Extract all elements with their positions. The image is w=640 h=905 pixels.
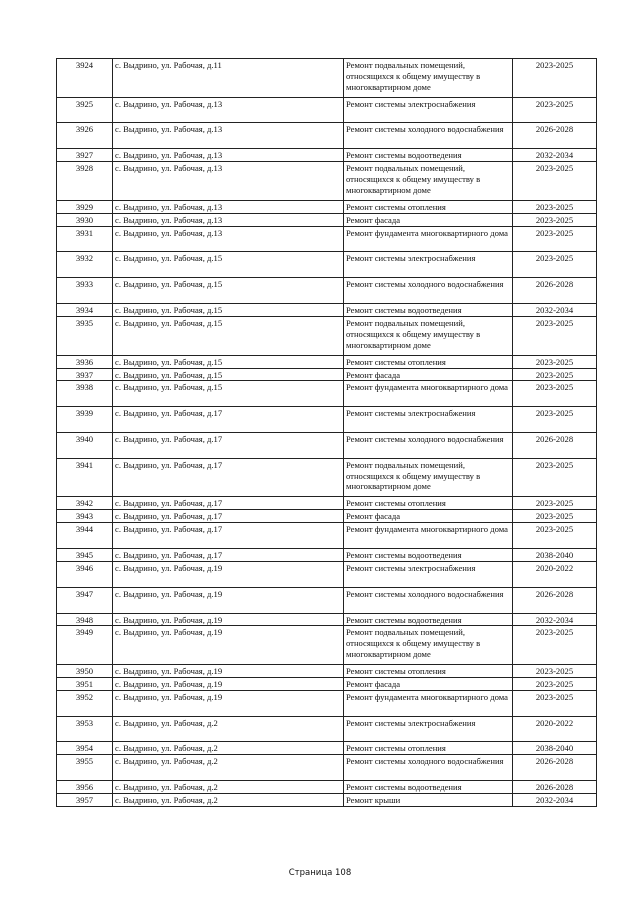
work-type-cell: Ремонт системы холодного водоснабжения bbox=[344, 755, 513, 781]
period-cell: 2032-2034 bbox=[513, 794, 597, 807]
row-number: 3949 bbox=[57, 626, 113, 665]
table-row bbox=[57, 549, 597, 562]
row-number: 3953 bbox=[57, 716, 113, 742]
row-number: 3950 bbox=[57, 665, 113, 678]
table-row bbox=[57, 587, 597, 613]
period-cell: 2026-2028 bbox=[513, 278, 597, 304]
page-number: Страница 108 bbox=[288, 868, 352, 878]
table-row bbox=[57, 381, 597, 407]
period-cell: 2023-2025 bbox=[513, 678, 597, 691]
row-number: 3929 bbox=[57, 200, 113, 213]
table-row bbox=[57, 407, 597, 433]
table-row bbox=[57, 678, 597, 691]
table-row bbox=[57, 458, 597, 497]
work-type-cell: Ремонт системы электроснабжения bbox=[344, 97, 513, 123]
table-row bbox=[57, 510, 597, 523]
address-cell: с. Выдрино, ул. Рабочая, д.2 bbox=[113, 781, 344, 794]
row-number: 3934 bbox=[57, 304, 113, 317]
work-type-cell: Ремонт системы холодного водоснабжения bbox=[344, 587, 513, 613]
table-row bbox=[57, 278, 597, 304]
row-number: 3941 bbox=[57, 458, 113, 497]
work-type-cell: Ремонт системы отопления bbox=[344, 497, 513, 510]
address-cell: с. Выдрино, ул. Рабочая, д.19 bbox=[113, 665, 344, 678]
work-type-cell: Ремонт фундамента многоквартирного дома bbox=[344, 690, 513, 716]
work-type-cell: Ремонт системы электроснабжения bbox=[344, 252, 513, 278]
period-cell: 2026-2028 bbox=[513, 123, 597, 149]
period-cell: 2020-2022 bbox=[513, 716, 597, 742]
table-row bbox=[57, 123, 597, 149]
work-type-cell: Ремонт системы холодного водоснабжения bbox=[344, 432, 513, 458]
table-row bbox=[57, 316, 597, 355]
row-number: 3924 bbox=[57, 59, 113, 98]
work-type-cell: Ремонт системы водоотведения bbox=[344, 613, 513, 626]
period-cell: 2023-2025 bbox=[513, 497, 597, 510]
table-row bbox=[57, 304, 597, 317]
address-cell: с. Выдрино, ул. Рабочая, д.15 bbox=[113, 368, 344, 381]
address-cell: с. Выдрино, ул. Рабочая, д.13 bbox=[113, 123, 344, 149]
address-cell: с. Выдрино, ул. Рабочая, д.2 bbox=[113, 716, 344, 742]
work-type-cell: Ремонт системы водоотведения bbox=[344, 549, 513, 562]
work-type-cell: Ремонт фасада bbox=[344, 510, 513, 523]
address-cell: с. Выдрино, ул. Рабочая, д.19 bbox=[113, 626, 344, 665]
row-number: 3951 bbox=[57, 678, 113, 691]
address-cell: с. Выдрино, ул. Рабочая, д.15 bbox=[113, 278, 344, 304]
table-row bbox=[57, 162, 597, 201]
address-cell: с. Выдрино, ул. Рабочая, д.17 bbox=[113, 458, 344, 497]
row-number: 3930 bbox=[57, 213, 113, 226]
table-row bbox=[57, 781, 597, 794]
period-cell: 2032-2034 bbox=[513, 149, 597, 162]
work-type-cell: Ремонт подвальных помещений, относящихся к общему имуществу в многоквартирном доме bbox=[344, 316, 513, 355]
address-cell: с. Выдрино, ул. Рабочая, д.19 bbox=[113, 690, 344, 716]
address-cell: с. Выдрино, ул. Рабочая, д.13 bbox=[113, 213, 344, 226]
work-type-cell: Ремонт фасада bbox=[344, 213, 513, 226]
table-row bbox=[57, 355, 597, 368]
address-cell: с. Выдрино, ул. Рабочая, д.2 bbox=[113, 742, 344, 755]
row-number: 3952 bbox=[57, 690, 113, 716]
period-cell: 2023-2025 bbox=[513, 59, 597, 98]
table-row bbox=[57, 690, 597, 716]
work-type-cell: Ремонт системы холодного водоснабжения bbox=[344, 278, 513, 304]
table-row bbox=[57, 200, 597, 213]
address-cell: с. Выдрино, ул. Рабочая, д.15 bbox=[113, 316, 344, 355]
row-number: 3928 bbox=[57, 162, 113, 201]
work-type-cell: Ремонт системы водоотведения bbox=[344, 149, 513, 162]
period-cell: 2023-2025 bbox=[513, 226, 597, 252]
work-type-cell: Ремонт фундамента многоквартирного дома bbox=[344, 523, 513, 549]
row-number: 3931 bbox=[57, 226, 113, 252]
address-cell: с. Выдрино, ул. Рабочая, д.2 bbox=[113, 755, 344, 781]
period-cell: 2038-2040 bbox=[513, 742, 597, 755]
period-cell: 2026-2028 bbox=[513, 587, 597, 613]
period-cell: 2026-2028 bbox=[513, 781, 597, 794]
table-row bbox=[57, 613, 597, 626]
period-cell: 2032-2034 bbox=[513, 304, 597, 317]
address-cell: с. Выдрино, ул. Рабочая, д.19 bbox=[113, 678, 344, 691]
period-cell: 2020-2022 bbox=[513, 561, 597, 587]
row-number: 3942 bbox=[57, 497, 113, 510]
period-cell: 2023-2025 bbox=[513, 97, 597, 123]
table-row bbox=[57, 368, 597, 381]
table-row bbox=[57, 432, 597, 458]
address-cell: с. Выдрино, ул. Рабочая, д.15 bbox=[113, 355, 344, 368]
period-cell: 2023-2025 bbox=[513, 316, 597, 355]
address-cell: с. Выдрино, ул. Рабочая, д.11 bbox=[113, 59, 344, 98]
period-cell: 2032-2034 bbox=[513, 613, 597, 626]
table-row bbox=[57, 561, 597, 587]
period-cell: 2026-2028 bbox=[513, 432, 597, 458]
row-number: 3936 bbox=[57, 355, 113, 368]
period-cell: 2023-2025 bbox=[513, 355, 597, 368]
table-row bbox=[57, 716, 597, 742]
address-cell: с. Выдрино, ул. Рабочая, д.17 bbox=[113, 510, 344, 523]
address-cell: с. Выдрино, ул. Рабочая, д.17 bbox=[113, 432, 344, 458]
work-type-cell: Ремонт системы отопления bbox=[344, 200, 513, 213]
address-cell: с. Выдрино, ул. Рабочая, д.19 bbox=[113, 561, 344, 587]
capital-repair-table bbox=[56, 58, 597, 807]
row-number: 3937 bbox=[57, 368, 113, 381]
table-row bbox=[57, 226, 597, 252]
period-cell: 2023-2025 bbox=[513, 162, 597, 201]
address-cell: с. Выдрино, ул. Рабочая, д.2 bbox=[113, 794, 344, 807]
row-number: 3954 bbox=[57, 742, 113, 755]
table-row bbox=[57, 523, 597, 549]
table-row bbox=[57, 497, 597, 510]
work-type-cell: Ремонт системы электроснабжения bbox=[344, 561, 513, 587]
table-row bbox=[57, 794, 597, 807]
work-type-cell: Ремонт системы отопления bbox=[344, 355, 513, 368]
row-number: 3935 bbox=[57, 316, 113, 355]
address-cell: с. Выдрино, ул. Рабочая, д.17 bbox=[113, 523, 344, 549]
row-number: 3956 bbox=[57, 781, 113, 794]
period-cell: 2023-2025 bbox=[513, 458, 597, 497]
work-type-cell: Ремонт системы водоотведения bbox=[344, 781, 513, 794]
address-cell: с. Выдрино, ул. Рабочая, д.13 bbox=[113, 149, 344, 162]
period-cell: 2023-2025 bbox=[513, 523, 597, 549]
period-cell: 2023-2025 bbox=[513, 368, 597, 381]
work-type-cell: Ремонт фундамента многоквартирного дома bbox=[344, 226, 513, 252]
row-number: 3932 bbox=[57, 252, 113, 278]
table-row bbox=[57, 755, 597, 781]
work-type-cell: Ремонт фасада bbox=[344, 368, 513, 381]
period-cell: 2023-2025 bbox=[513, 626, 597, 665]
row-number: 3926 bbox=[57, 123, 113, 149]
work-type-cell: Ремонт системы холодного водоснабжения bbox=[344, 123, 513, 149]
work-type-cell: Ремонт системы отопления bbox=[344, 665, 513, 678]
row-number: 3948 bbox=[57, 613, 113, 626]
work-type-cell: Ремонт системы водоотведения bbox=[344, 304, 513, 317]
row-number: 3944 bbox=[57, 523, 113, 549]
address-cell: с. Выдрино, ул. Рабочая, д.19 bbox=[113, 587, 344, 613]
row-number: 3955 bbox=[57, 755, 113, 781]
period-cell: 2023-2025 bbox=[513, 252, 597, 278]
page-footer bbox=[0, 868, 640, 878]
table-row bbox=[57, 149, 597, 162]
table-row bbox=[57, 665, 597, 678]
row-number: 3939 bbox=[57, 407, 113, 433]
row-number: 3946 bbox=[57, 561, 113, 587]
address-cell: с. Выдрино, ул. Рабочая, д.19 bbox=[113, 613, 344, 626]
period-cell: 2023-2025 bbox=[513, 381, 597, 407]
period-cell: 2023-2025 bbox=[513, 510, 597, 523]
row-number: 3957 bbox=[57, 794, 113, 807]
period-cell: 2026-2028 bbox=[513, 755, 597, 781]
period-cell: 2023-2025 bbox=[513, 690, 597, 716]
work-type-cell: Ремонт системы электроснабжения bbox=[344, 716, 513, 742]
period-cell: 2038-2040 bbox=[513, 549, 597, 562]
table-row bbox=[57, 742, 597, 755]
row-number: 3927 bbox=[57, 149, 113, 162]
period-cell: 2023-2025 bbox=[513, 200, 597, 213]
address-cell: с. Выдрино, ул. Рабочая, д.15 bbox=[113, 381, 344, 407]
row-number: 3945 bbox=[57, 549, 113, 562]
row-number: 3925 bbox=[57, 97, 113, 123]
address-cell: с. Выдрино, ул. Рабочая, д.17 bbox=[113, 497, 344, 510]
address-cell: с. Выдрино, ул. Рабочая, д.13 bbox=[113, 226, 344, 252]
period-cell: 2023-2025 bbox=[513, 407, 597, 433]
work-type-cell: Ремонт системы электроснабжения bbox=[344, 407, 513, 433]
period-cell: 2023-2025 bbox=[513, 213, 597, 226]
work-type-cell: Ремонт фасада bbox=[344, 678, 513, 691]
row-number: 3933 bbox=[57, 278, 113, 304]
address-cell: с. Выдрино, ул. Рабочая, д.13 bbox=[113, 162, 344, 201]
address-cell: с. Выдрино, ул. Рабочая, д.15 bbox=[113, 304, 344, 317]
work-type-cell: Ремонт фундамента многоквартирного дома bbox=[344, 381, 513, 407]
row-number: 3947 bbox=[57, 587, 113, 613]
table-body bbox=[57, 59, 597, 807]
table-row bbox=[57, 213, 597, 226]
work-type-cell: Ремонт подвальных помещений, относящихся к общему имуществу в многоквартирном доме bbox=[344, 59, 513, 98]
row-number: 3940 bbox=[57, 432, 113, 458]
table-row bbox=[57, 97, 597, 123]
period-cell: 2023-2025 bbox=[513, 665, 597, 678]
work-type-cell: Ремонт системы отопления bbox=[344, 742, 513, 755]
address-cell: с. Выдрино, ул. Рабочая, д.17 bbox=[113, 549, 344, 562]
work-type-cell: Ремонт крыши bbox=[344, 794, 513, 807]
address-cell: с. Выдрино, ул. Рабочая, д.13 bbox=[113, 200, 344, 213]
table-row bbox=[57, 252, 597, 278]
table-row bbox=[57, 59, 597, 98]
table-row bbox=[57, 626, 597, 665]
address-cell: с. Выдрино, ул. Рабочая, д.17 bbox=[113, 407, 344, 433]
work-type-cell: Ремонт подвальных помещений, относящихся к общему имуществу в многоквартирном доме bbox=[344, 458, 513, 497]
work-type-cell: Ремонт подвальных помещений, относящихся к общему имуществу в многоквартирном доме bbox=[344, 162, 513, 201]
document-page bbox=[56, 58, 584, 807]
address-cell: с. Выдрино, ул. Рабочая, д.13 bbox=[113, 97, 344, 123]
work-type-cell: Ремонт подвальных помещений, относящихся к общему имуществу в многоквартирном доме bbox=[344, 626, 513, 665]
address-cell: с. Выдрино, ул. Рабочая, д.15 bbox=[113, 252, 344, 278]
row-number: 3938 bbox=[57, 381, 113, 407]
row-number: 3943 bbox=[57, 510, 113, 523]
